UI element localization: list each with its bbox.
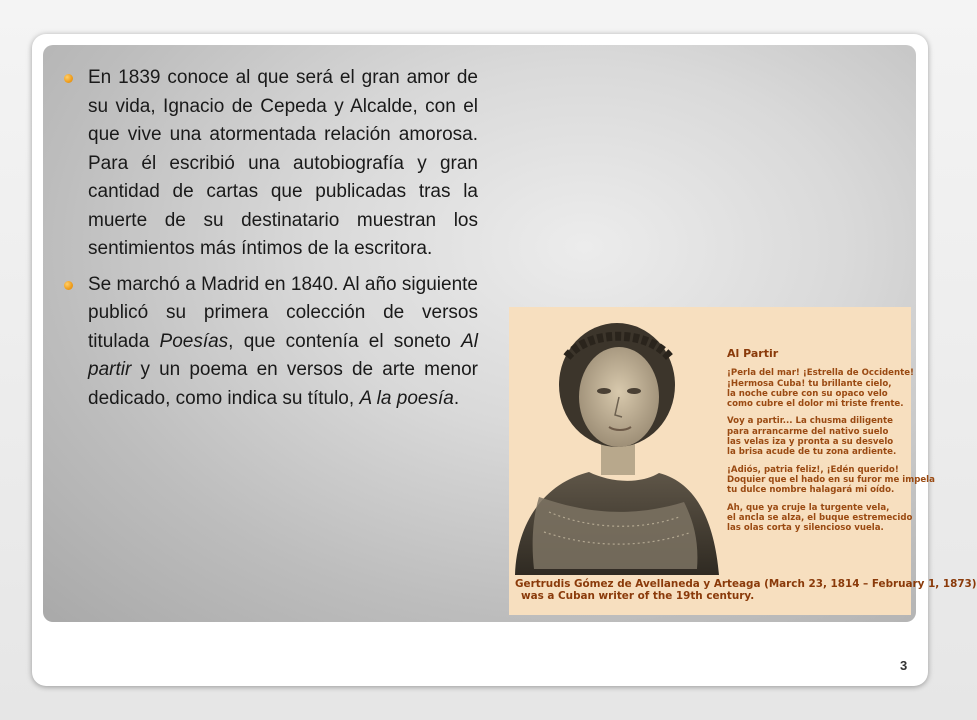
poem-stanza	[727, 464, 935, 496]
poem-line: para arrancarme del nativo suelo	[727, 426, 889, 437]
poem-line: la noche cubre con su opaco velo	[727, 388, 888, 399]
poem-stanza	[727, 416, 907, 457]
poem-title: Al Partir	[727, 347, 779, 360]
poem-line: ¡Adiós, patria feliz!, ¡Edén querido!	[727, 464, 899, 475]
slide-number: 3	[900, 658, 908, 673]
bullet-dot-icon	[64, 74, 73, 83]
title-al-partir: Al partir	[88, 330, 478, 380]
title-a-la-poesia: A la poesía	[359, 387, 454, 409]
caption-line: was a Cuban writer of the 19th century.	[521, 590, 755, 602]
poem-line: la brisa acude de tu zona ardiente.	[727, 447, 897, 458]
bullet-item	[62, 271, 478, 414]
bullet-text: En 1839 conoce al que será el gran amor de su vida, Ignacio de Cepeda y Alcalde, con el que vive una atormentada relación amorosa. Para él escribió una autobiografía y gran cantidad de cartas que publicadas tras la muerte de su destinatario muestran los sentimientos más íntimos de la escritora.	[88, 67, 478, 259]
poem-line: Ah, que ya cruje la turgente vela,	[727, 502, 890, 513]
poem-line: como cubre el dolor mi triste frente.	[727, 399, 904, 410]
poem-line: ¡Perla del mar! ¡Estrella de Occidente!	[727, 368, 914, 379]
caption-line: Gertrudis Gómez de Avellaneda y Arteaga (March 23, 1814 – February 1, 1873)	[515, 578, 977, 590]
poem-stanza	[727, 368, 914, 410]
poem-line: tu dulce nombre halagará mi oído.	[727, 485, 895, 496]
poem-line: las olas corta y silencioso vuela.	[727, 523, 884, 534]
bullet-text: .	[453, 387, 460, 409]
bullet-list	[62, 64, 478, 420]
bullet-item	[62, 64, 478, 264]
poem-text	[727, 347, 935, 540]
poem-line: Doquier que el hado en su furor me impela	[727, 474, 935, 485]
bullet-dot-icon	[64, 281, 73, 290]
title-poesias: Poesías	[159, 330, 229, 352]
poem-stanza	[727, 502, 913, 534]
poem-line: ¡Hermosa Cuba! tu brillante cielo,	[727, 378, 892, 389]
poem-line: Voy a partir... La chusma diligente	[727, 416, 893, 427]
poem-line: las velas iza y pronta a su desvelo	[727, 437, 894, 448]
bullet-text: , que contenía el soneto	[228, 330, 462, 352]
bullet-text: y un poema en versos de arte menor dedicado, como indica su título,	[88, 359, 478, 409]
bullet-text: Se marchó a Madrid en 1840. Al año siguiente publicó su primera colección de versos titulada	[88, 273, 478, 352]
poem-line: el ancla se alza, el buque estremecido	[727, 512, 913, 523]
image-caption	[515, 578, 977, 602]
portrait-image	[509, 307, 977, 615]
